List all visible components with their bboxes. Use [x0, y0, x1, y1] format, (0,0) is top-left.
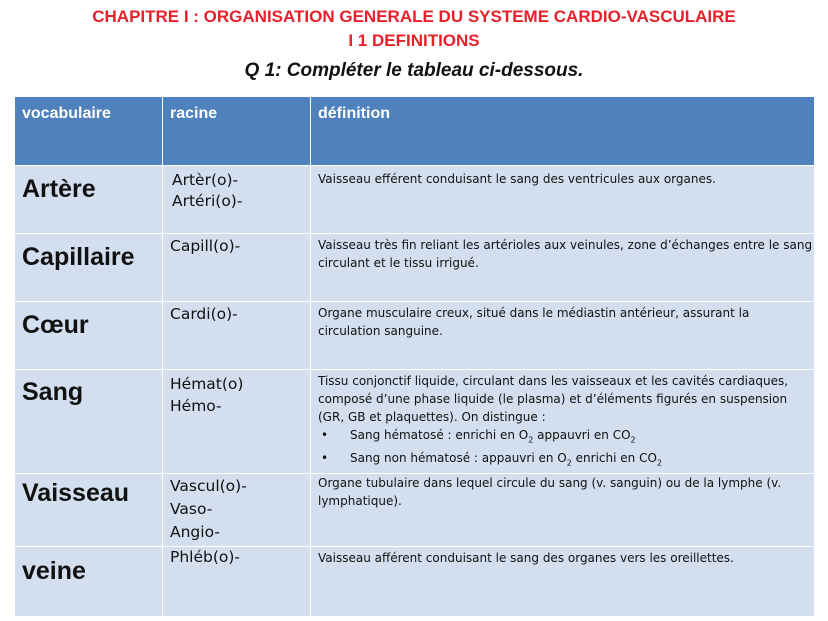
racine-text: Artèr(o)- [172, 171, 239, 189]
racine-text: Phléb(o)- [170, 547, 241, 566]
bullet-item: • Sang hématosé : enrichi en $O_2$ appauvri en $CO_2$ [318, 426, 814, 449]
vocabulaire-text: Cœur [22, 311, 89, 339]
racine-text: Cardi(o)- [170, 305, 238, 323]
racine-text: Hémat(o) [170, 375, 244, 393]
vocabulaire-text: Sang [22, 378, 84, 406]
racine-cell [163, 234, 311, 302]
definition-text: Vaisseau efférent conduisant le sang des ventricules aux organes. [318, 172, 716, 186]
vocabulaire-text: Capillaire [22, 243, 135, 271]
table-row [15, 473, 815, 546]
vocabulaire-text: veine [22, 556, 86, 585]
definition-text: Tissu conjonctif liquide, circulant dans les vaisseaux et les cavités cardiaques, composé d’une phase liquide (le plasma) et d’éléments figurés en suspension (GR, GB et plaquettes). On distingue : [318, 374, 789, 424]
table-row [15, 302, 815, 370]
racine-text: Hémo- [170, 397, 222, 415]
racine-cell [163, 302, 311, 370]
definition-text: Vaisseau très fin reliant les artérioles aux veinules, zone d’échanges entre le sang circulant et le tissu irrigué. [318, 238, 813, 270]
racine-text: Artéri(o)- [172, 192, 243, 210]
header-racine: racine [163, 97, 311, 166]
racine-cell [163, 370, 311, 474]
definition-cell [311, 234, 815, 302]
definition-cell [311, 166, 815, 234]
vocabulaire-cell [15, 234, 163, 302]
definition-cell [311, 546, 815, 616]
vocabulaire-text: Artère [22, 175, 96, 203]
racine-text: Vascul(o)- [170, 476, 247, 495]
table-row [15, 546, 815, 616]
definitions-table [14, 96, 815, 617]
vocabulaire-cell [15, 473, 163, 546]
racine-text: Capill(o)- [170, 237, 241, 255]
racine-text: Angio- [170, 522, 220, 541]
bullet-item: • Sang non hématosé : appauvri en $O_2$ enrichi en $CO_2$ [318, 449, 814, 472]
table-row [15, 370, 815, 474]
vocabulaire-text: Vaisseau [22, 478, 130, 507]
section-title: I 1 DEFINITIONS [348, 31, 480, 50]
definition-cell [311, 302, 815, 370]
racine-cell [163, 546, 311, 616]
racine-cell [163, 166, 311, 234]
vocabulaire-cell [15, 166, 163, 234]
racine-cell [163, 473, 311, 546]
vocabulaire-cell [15, 302, 163, 370]
vocabulaire-cell [15, 546, 163, 616]
definition-cell [311, 370, 815, 474]
table-header-row [15, 97, 815, 166]
table-row [15, 234, 815, 302]
question: Q 1: Compléter le tableau ci-dessous. [244, 60, 584, 81]
definition-text: Organe tubulaire dans lequel circule du sang (v. sanguin) ou de la lymphe (v. lymphatique). [318, 475, 782, 508]
definition-text: Organe musculaire creux, situé dans le médiastin antérieur, assurant la circulation sanguine. [318, 306, 750, 338]
header-definition: définition [311, 97, 815, 166]
vocabulaire-cell [15, 370, 163, 474]
racine-text: Vaso- [170, 499, 213, 518]
definition-cell [311, 473, 815, 546]
chapter-title: CHAPITRE I : ORGANISATION GENERALE DU SYSTEME CARDIO-VASCULAIRE [92, 7, 736, 26]
definition-text: Vaisseau afférent conduisant le sang des organes vers les oreillettes. [318, 550, 734, 565]
table-row [15, 166, 815, 234]
header-vocabulaire: vocabulaire [15, 97, 163, 166]
